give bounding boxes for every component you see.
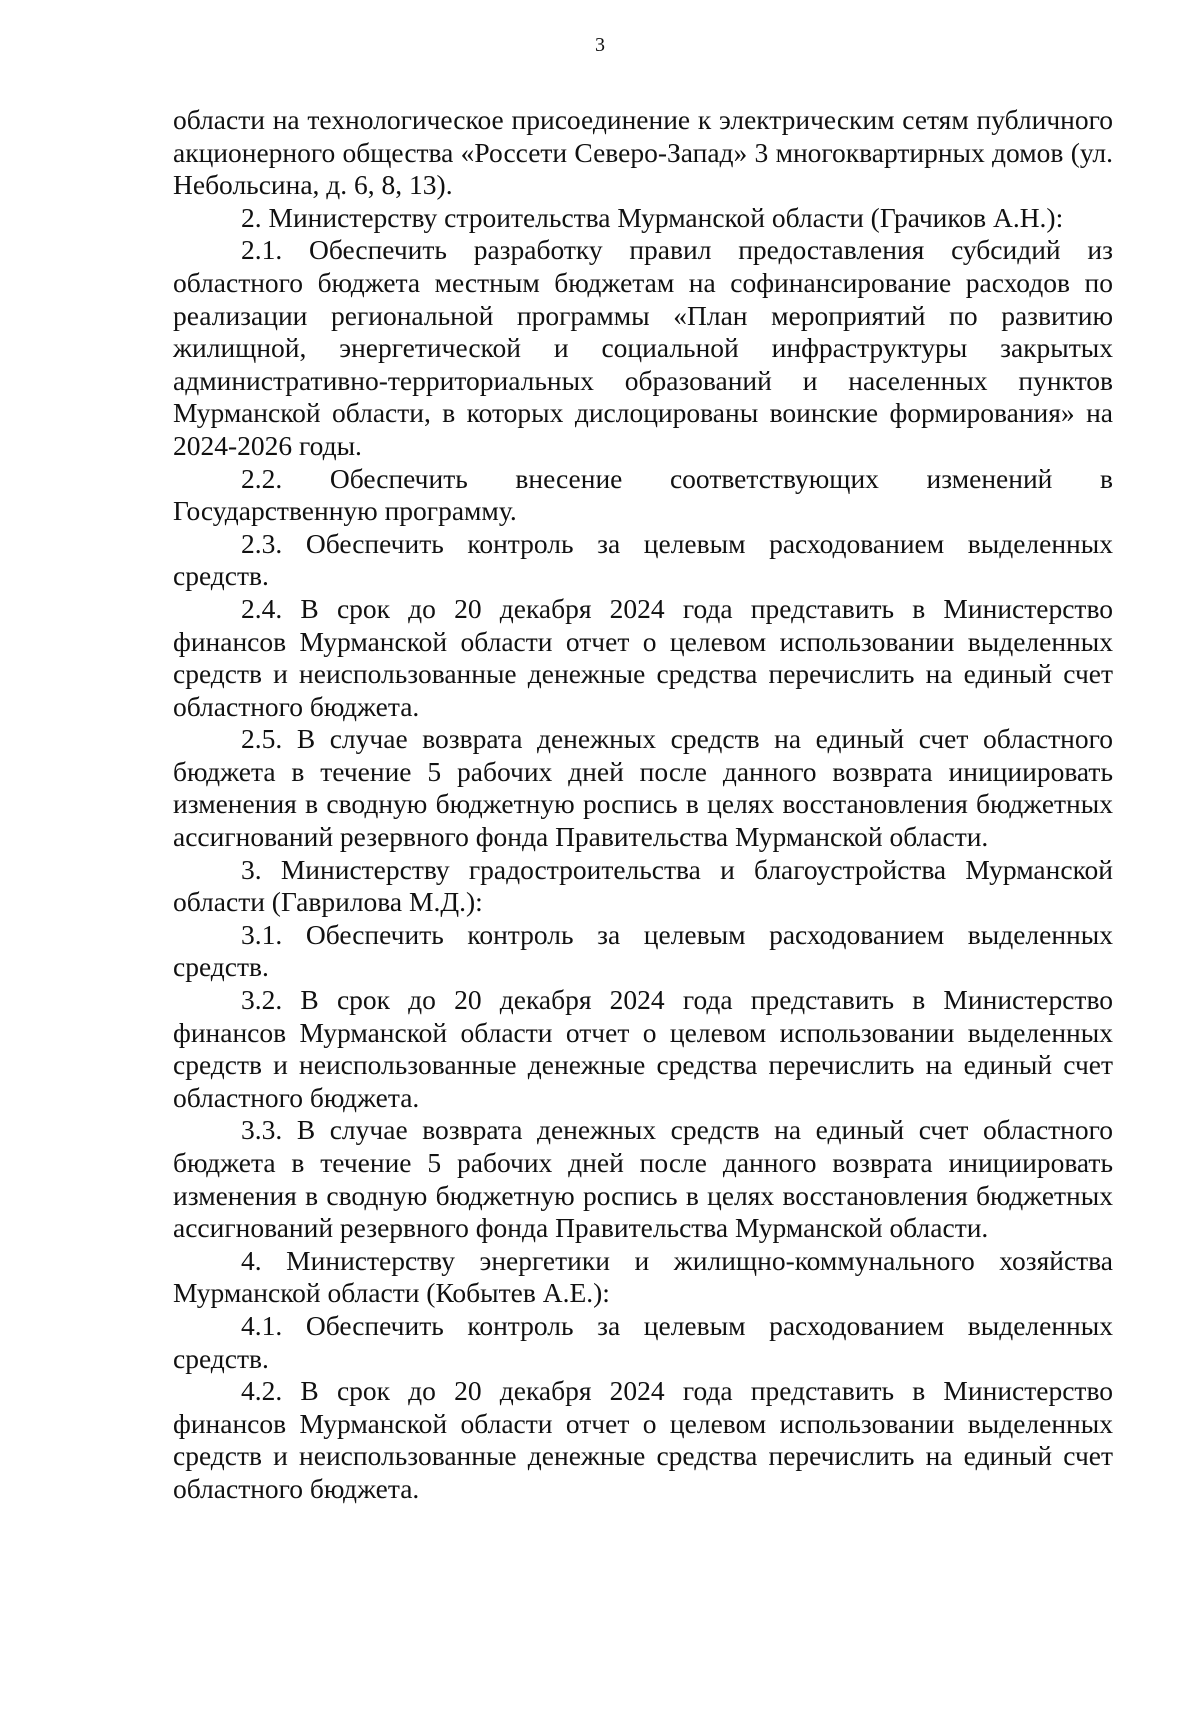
paragraph-item-4: 4. Министерству энергетики и жилищно-коммунального хозяйства Мурманской области (Кобытев А.Е.): [173,1244,1113,1309]
paragraph-item-3-2: 3.2. В срок до 20 декабря 2024 года представить в Министерство финансов Мурманской области отчет о целевом использовании выделенных средств и неиспользованные денежные средства перечислить на единый счет областного бюджета. [173,984,1113,1113]
paragraph-continuation: области на технологическое присоединение к электрическим сетям публичного акционерного общества «Россети Северо-Запад» 3 многоквартирных домов (ул. Небольсина, д. 6, 8, 13). [173,104,1113,201]
paragraph-item-4-1: 4.1. Обеспечить контроль за целевым расходованием выделенных средств. [173,1309,1113,1374]
page-number: 3 [595,34,605,56]
paragraph-item-3-1: 3.1. Обеспечить контроль за целевым расходованием выделенных средств. [173,918,1113,983]
paragraph-item-2-3: 2.3. Обеспечить контроль за целевым расходованием выделенных средств. [173,527,1113,592]
paragraph-item-3: 3. Министерству градостроительства и благоустройства Мурманской области (Гаврилова М.Д.): [173,853,1113,918]
paragraph-item-2-4: 2.4. В срок до 20 декабря 2024 года представить в Министерство финансов Мурманской области отчет о целевом использовании выделенных средств и неиспользованные денежные средства перечислить на единый счет областного бюджета. [173,592,1113,722]
paragraph-item-4-2: 4.2. В срок до 20 декабря 2024 года представить в Министерство финансов Мурманской области отчет о целевом использовании выделенных средств и неиспользованные денежные средства перечислить на единый счет областного бюджета. [173,1375,1113,1504]
document-body [173,104,1113,1506]
paragraph-item-2: 2. Министерству строительства Мурманской области (Грачиков А.Н.): [241,201,1064,233]
paragraph-item-3-3: 3.3. В случае возврата денежных средств на единый счет областного бюджета в течение 5 рабочих дней после данного возврата инициировать изменения в сводную бюджетную роспись в целях восстановления бюджетных ассигнований резервного фонда Правительства Мурманской области. [173,1114,1113,1244]
paragraph-item-2-2: 2.2. Обеспечить внесение соответствующих изменений в Государственную программу. [173,462,1113,527]
paragraph-item-2-1: 2.1. Обеспечить разработку правил предоставления субсидий из областного бюджета местным бюджетам на софинансирование расходов по реализации региональной программы «План мероприятий по развитию жилищной, энергетической и социальной инфраструктуры закрытых административно-территориальных образований и населенных пунктов Мурманской области, в которых дислоцированы воинские формирования» на 2024-2026 годы. [173,234,1113,461]
paragraph-item-2-5: 2.5. В случае возврата денежных средств на единый счет областного бюджета в течение 5 рабочих дней после данного возврата инициировать изменения в сводную бюджетную роспись в целях восстановления бюджетных ассигнований резервного фонда Правительства Мурманской области. [173,723,1113,853]
